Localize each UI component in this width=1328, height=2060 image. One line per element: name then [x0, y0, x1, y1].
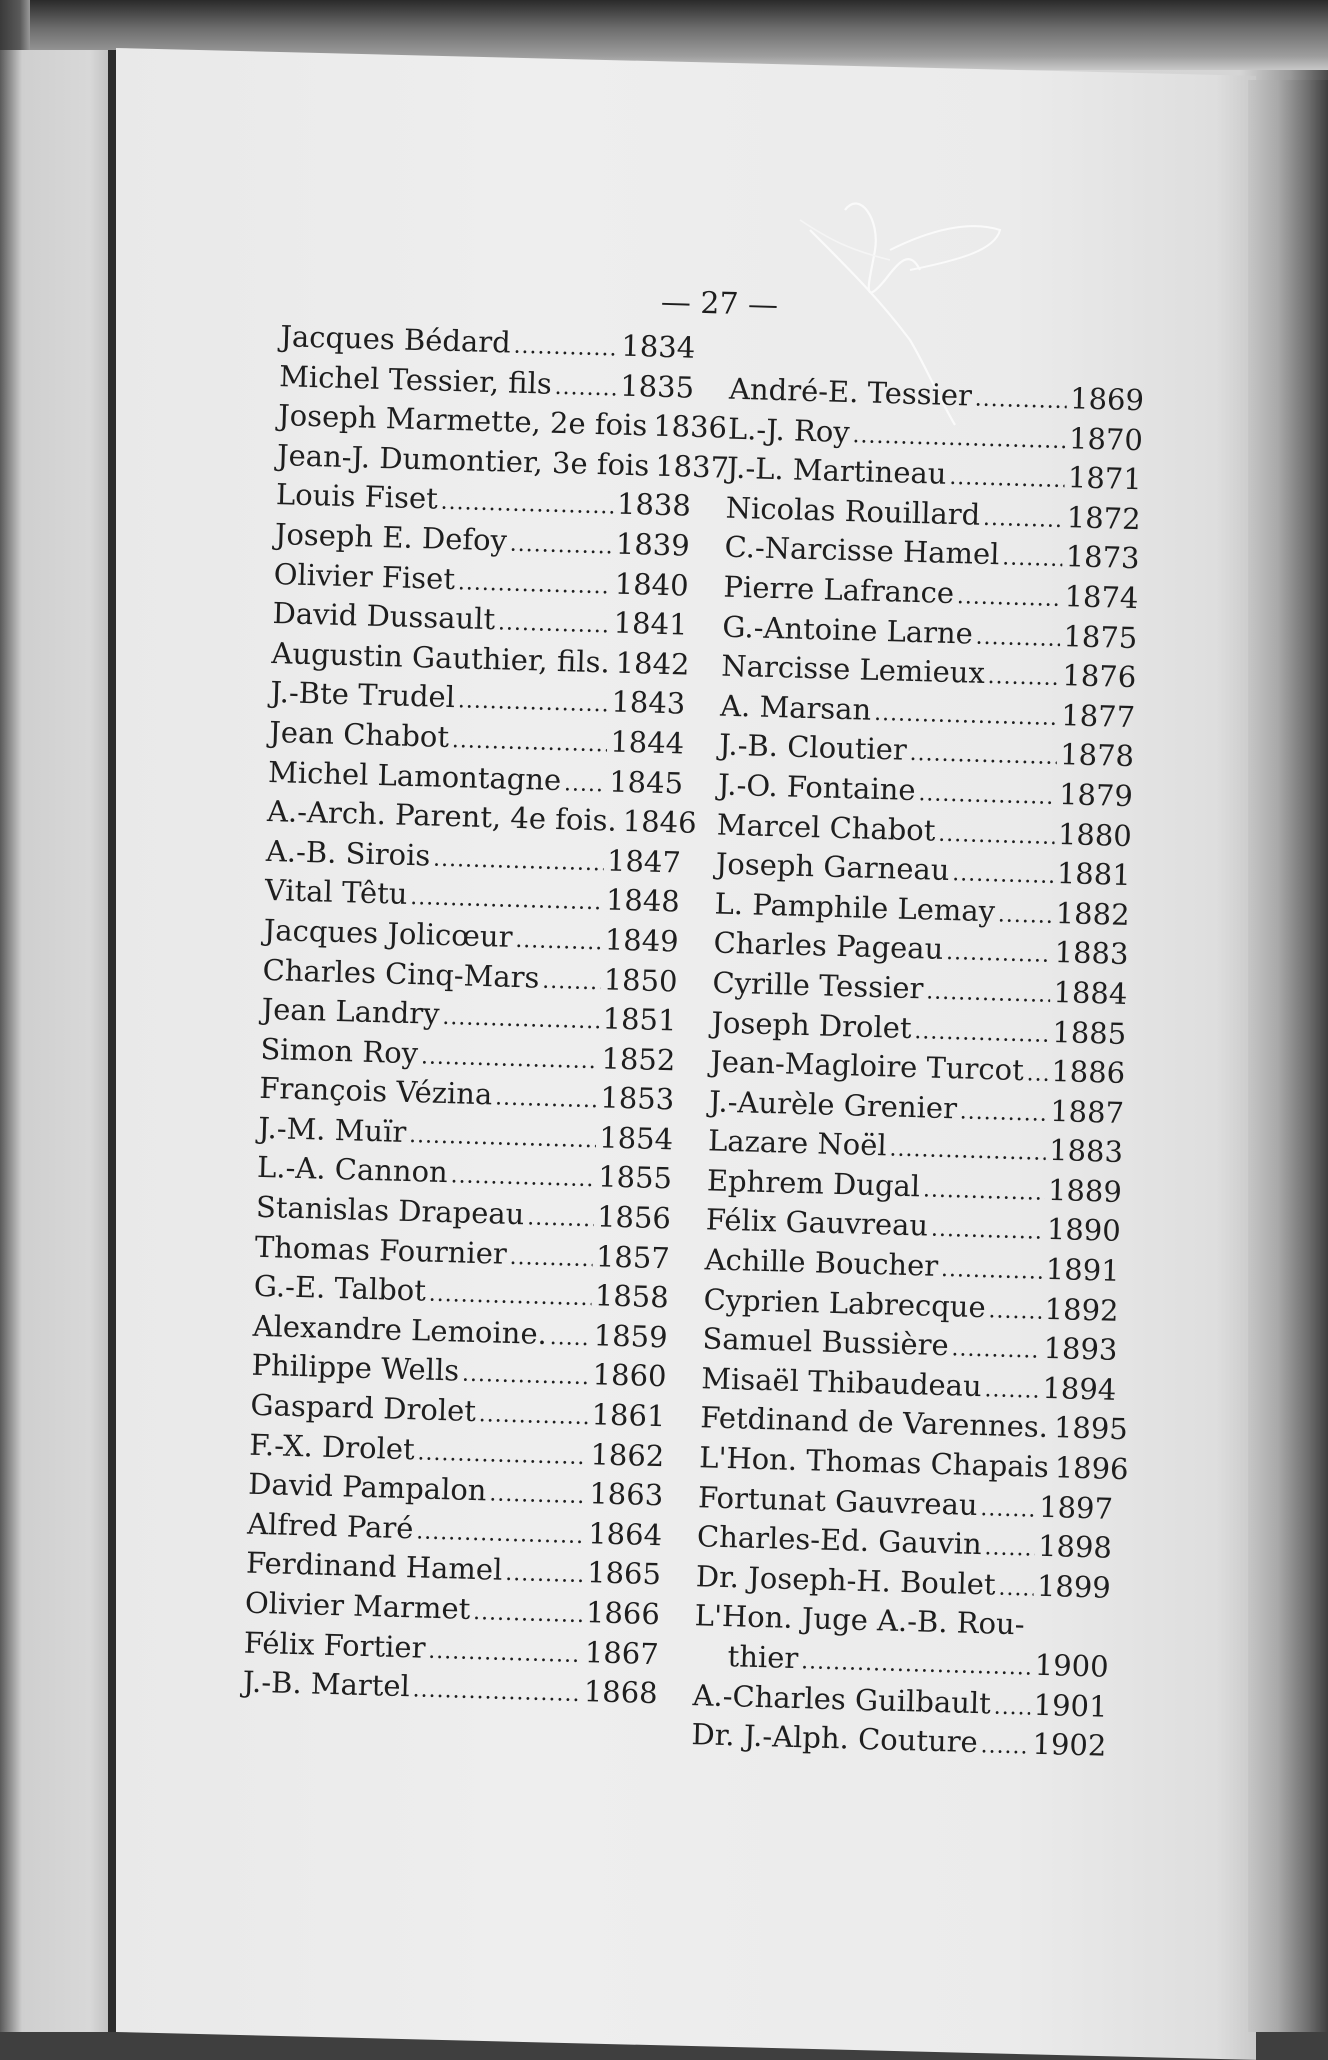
dot-leader: [926, 972, 1051, 1015]
entry-year: 1896: [1054, 1450, 1130, 1487]
dot-leader: [515, 921, 602, 963]
entry-name: Jean Landry: [261, 991, 441, 1031]
entry-name: Jean Chabot: [268, 714, 450, 754]
entry-year: 1837: [654, 448, 730, 485]
entry-name: Olivier Marmet: [244, 1585, 471, 1626]
entry-name: Augustin Gauthier, fils.: [271, 635, 611, 680]
entry-name: Lazare Noël: [707, 1123, 888, 1163]
dot-leader: [478, 1395, 589, 1438]
entry-name: Jacques Jolicœur: [263, 912, 513, 954]
left-column: [242, 317, 730, 1714]
entry-name: J.-Aurèle Grenier: [708, 1084, 958, 1126]
entry-year: 1882: [1055, 895, 1131, 932]
dot-leader: [1002, 539, 1063, 580]
entry-year: 1836: [652, 408, 728, 445]
entry-year: 1895: [1053, 1410, 1129, 1447]
entry-name: J.-O. Fontaine: [717, 767, 917, 807]
entry-name: Philippe Wells: [251, 1348, 460, 1388]
dot-leader: [930, 1210, 1044, 1253]
entry-year: 1891: [1045, 1251, 1121, 1288]
entry-name: Charles-Ed. Gauvin: [696, 1519, 983, 1562]
entry-name: Samuel Bussière: [702, 1321, 950, 1363]
entry-name: G.-E. Talbot: [253, 1269, 427, 1308]
dot-leader: [442, 998, 600, 1042]
entry-year: 1872: [1066, 499, 1142, 537]
entry-year: 1877: [1060, 697, 1136, 734]
entry-year: 1856: [596, 1199, 672, 1236]
entry-name: L. Pamphile Lemay: [714, 886, 996, 929]
dot-leader: [549, 1318, 591, 1359]
entry-year: 1845: [608, 764, 684, 801]
dot-leader: [983, 499, 1065, 541]
dot-leader: [993, 1687, 1031, 1728]
entry-year: 1863: [588, 1476, 664, 1513]
entry-year: 1900: [1034, 1647, 1110, 1684]
dot-leader: [461, 1355, 590, 1398]
entry-name: J.-Bte Trudel: [269, 675, 456, 715]
dot-leader: [988, 1291, 1042, 1332]
dot-leader: [509, 1238, 593, 1280]
entry-year: 1879: [1058, 777, 1134, 814]
entry-name: Louis Fiset: [275, 477, 439, 516]
entry-name: L'Hon. Juge A.-B. Rou-: [694, 1598, 1025, 1642]
dot-leader: [509, 525, 613, 567]
entry-year: 1870: [1068, 420, 1144, 457]
entry-year: 1878: [1059, 737, 1135, 774]
right-column: [691, 370, 1145, 1767]
entry-name: Michel Tessier, fils: [278, 358, 553, 401]
dot-leader: [997, 895, 1053, 936]
dot-leader: [1051, 1451, 1052, 1491]
entry-name: Thomas Fournier: [254, 1229, 508, 1271]
entry-name: A.-B. Sirois: [265, 833, 431, 873]
entry-year: 1897: [1038, 1489, 1114, 1526]
dot-leader: [974, 380, 1067, 422]
entry-name: J.-M. Muïr: [257, 1110, 407, 1149]
dot-leader: [619, 805, 620, 845]
entry-year: 1843: [611, 684, 686, 721]
entry-name: Vital Têtu: [264, 873, 408, 912]
entry-name: Félix Fortier: [243, 1625, 426, 1665]
entry-name: Cyrille Tessier: [712, 965, 924, 1006]
entry-year: 1873: [1065, 539, 1140, 576]
page-number: — 27 —: [660, 284, 779, 324]
entry-name: L'Hon. Thomas Chapais: [698, 1440, 1050, 1485]
entry-name: Pierre Lafrance: [723, 569, 955, 611]
list-item: [693, 1597, 1110, 1688]
entry-year: 1898: [1037, 1528, 1113, 1566]
entry-year: 1866: [585, 1595, 661, 1632]
entry-year: 1902: [1032, 1726, 1107, 1763]
entry-year: 1848: [605, 882, 681, 919]
entry-name: Dr. Joseph-H. Boulet: [695, 1559, 997, 1602]
entry-name: L.-A. Cannon: [256, 1150, 449, 1190]
entry-year: 1847: [606, 843, 682, 880]
entry-year: 1846: [622, 804, 698, 841]
entry-name: Joseph E. Defoy: [274, 517, 508, 558]
entry-name: Gaspard Drolet: [250, 1387, 477, 1429]
entry-name: A. Marsan: [719, 688, 872, 727]
entry-year: 1839: [615, 526, 691, 563]
entry-year: 1849: [604, 922, 680, 959]
dot-leader: [998, 1569, 1034, 1610]
entry-name: David Pampalon: [247, 1466, 487, 1508]
dot-leader: [980, 1726, 1030, 1767]
entry-name: A.-Charles Guilbault: [692, 1677, 992, 1721]
entry-name: A.-Arch. Parent, 4e fois.: [266, 794, 618, 838]
entry-name: F.-X. Drolet: [248, 1427, 416, 1466]
entry-name: Marcel Chabot: [716, 807, 936, 848]
dot-leader: [1026, 1054, 1049, 1094]
entry-year: 1835: [619, 368, 695, 405]
entry-name: J.-B. Cloutier: [718, 727, 908, 768]
entry-name: Olivier Fiset: [273, 556, 456, 596]
entry-year: 1865: [586, 1555, 662, 1592]
entry-year: 1854: [598, 1120, 674, 1157]
entry-year: 1861: [591, 1397, 666, 1434]
entry-year: 1853: [599, 1080, 675, 1117]
entry-name: Jean-Magloire Turcot: [709, 1044, 1025, 1088]
entry-name: Ephrem Dugal: [706, 1163, 921, 1204]
dot-leader: [984, 1370, 1040, 1411]
entry-year: 1875: [1063, 618, 1138, 655]
entry-name: Michel Lamontagne: [267, 754, 562, 797]
dot-leader: [564, 764, 607, 805]
dot-leader: [959, 1092, 1047, 1134]
entry-name: Joseph Garneau: [715, 846, 950, 888]
dot-leader: [505, 1554, 585, 1596]
entry-name: Alexandre Lemoine.: [252, 1308, 548, 1351]
entry-name: Nicolas Rouillard: [725, 490, 981, 532]
dot-leader: [542, 961, 601, 1002]
entry-name: Jacques Bédard: [279, 319, 512, 360]
dot-leader: [412, 1671, 581, 1715]
entry-year: 1838: [616, 486, 692, 524]
dot-leader: [951, 1330, 1041, 1372]
entry-year: 1883: [1048, 1133, 1124, 1170]
dot-leader: [554, 367, 618, 408]
entry-name: André-E. Tessier: [728, 371, 973, 413]
dot-leader: [489, 1475, 587, 1517]
entry-year: 1867: [584, 1634, 660, 1671]
dot-leader: [909, 734, 1058, 778]
entry-year: 1869: [1069, 381, 1145, 418]
dot-leader: [938, 814, 1056, 857]
dot-leader: [527, 1198, 595, 1239]
entry-name: Félix Gauvreau: [705, 1202, 929, 1244]
entry-name: Narcisse Lemieux: [720, 648, 986, 691]
entry-year: 1850: [603, 961, 679, 998]
entry-name: Fortunat Gauvreau: [697, 1479, 979, 1522]
entry-year: 1901: [1033, 1687, 1108, 1724]
entry-year: 1871: [1067, 460, 1143, 497]
entry-year: 1840: [614, 566, 690, 603]
entry-year: 1890: [1046, 1212, 1122, 1249]
entry-year: 1885: [1051, 1014, 1127, 1051]
entry-year: 1894: [1042, 1370, 1117, 1407]
entry-year: 1887: [1049, 1093, 1125, 1130]
entry-year: 1864: [587, 1516, 663, 1553]
entry-name: François Vézina: [258, 1071, 493, 1112]
entry-name: Achille Boucher: [704, 1242, 939, 1283]
entry-name: Charles Cinq-Mars: [262, 952, 540, 995]
dot-leader: [612, 646, 613, 686]
entry-name: Cyprien Labrecque: [703, 1281, 987, 1324]
entry-year: 1889: [1047, 1172, 1123, 1209]
entry-year: 1844: [609, 724, 685, 761]
entry-name: Jean-J. Dumontier, 3e fois: [276, 437, 650, 483]
entry-year: 1855: [597, 1159, 673, 1196]
entry-name: J.-L. Martineau: [726, 450, 947, 491]
entry-year: 1841: [613, 605, 688, 642]
entry-name: Charles Pageau: [713, 925, 944, 967]
entry-name: G.-Antoine Larne: [721, 609, 974, 651]
dot-leader: [650, 410, 651, 450]
dot-leader: [980, 1489, 1037, 1530]
entry-year: 1857: [595, 1238, 671, 1276]
dot-leader: [946, 933, 1053, 976]
entry-name: Simon Roy: [260, 1031, 419, 1070]
dot-leader: [652, 449, 653, 489]
entry-name: L.-J. Roy: [727, 411, 851, 449]
entry-name: Misaël Thibaudeau: [700, 1361, 983, 1403]
entry-year: 1859: [593, 1318, 669, 1355]
entry-year: 1883: [1054, 935, 1129, 972]
dot-leader: [987, 657, 1060, 699]
dot-leader: [495, 1079, 598, 1121]
entry-year: 1874: [1064, 579, 1139, 616]
dot-leader: [473, 1593, 584, 1636]
entry-year: 1868: [583, 1674, 659, 1711]
entry-year: 1876: [1061, 658, 1137, 695]
entry-year: 1899: [1036, 1568, 1112, 1605]
entry-year: 1852: [601, 1041, 676, 1078]
dot-leader: [922, 1170, 1045, 1213]
entry-year: 1881: [1056, 856, 1132, 893]
dot-leader: [918, 774, 1057, 817]
entry-year: 1893: [1043, 1331, 1118, 1368]
entry-name: Ferdinand Hamel: [245, 1546, 503, 1588]
entry-name: Joseph Marmette, 2e fois: [277, 398, 648, 443]
entry-year: 1842: [615, 645, 690, 682]
entry-name: C.-Narcisse Hamel: [724, 530, 1000, 572]
entry-year: 1892: [1044, 1291, 1119, 1328]
entry-year: 1886: [1050, 1054, 1126, 1091]
entry-year: 1862: [590, 1436, 665, 1473]
entry-name: Stanislas Drapeau: [255, 1189, 525, 1232]
entry-year: 1858: [594, 1278, 670, 1315]
entry-year: 1884: [1053, 974, 1128, 1011]
entry-year: 1860: [592, 1357, 667, 1394]
dot-leader: [1050, 1412, 1051, 1452]
entry-name: Joseph Drolet: [710, 1004, 913, 1045]
entry-name: Fetdinand de Varennes.: [699, 1400, 1049, 1445]
entry-name: Dr. J.-Alph. Couture: [691, 1717, 979, 1760]
dot-leader: [975, 617, 1061, 659]
dot-leader: [457, 682, 609, 726]
dot-leader: [433, 839, 605, 883]
entry-name-continuation: thier: [727, 1639, 799, 1676]
entry-year: 1834: [620, 328, 696, 365]
dot-leader: [428, 1631, 583, 1675]
entry-year: 1851: [602, 1001, 677, 1038]
entry-year: 1880: [1057, 816, 1133, 853]
entry-name: David Dussault: [272, 596, 496, 637]
entry-name: Alfred Paré: [246, 1506, 414, 1546]
entry-name: J.-B. Martel: [242, 1664, 411, 1704]
dot-leader: [984, 1529, 1035, 1570]
